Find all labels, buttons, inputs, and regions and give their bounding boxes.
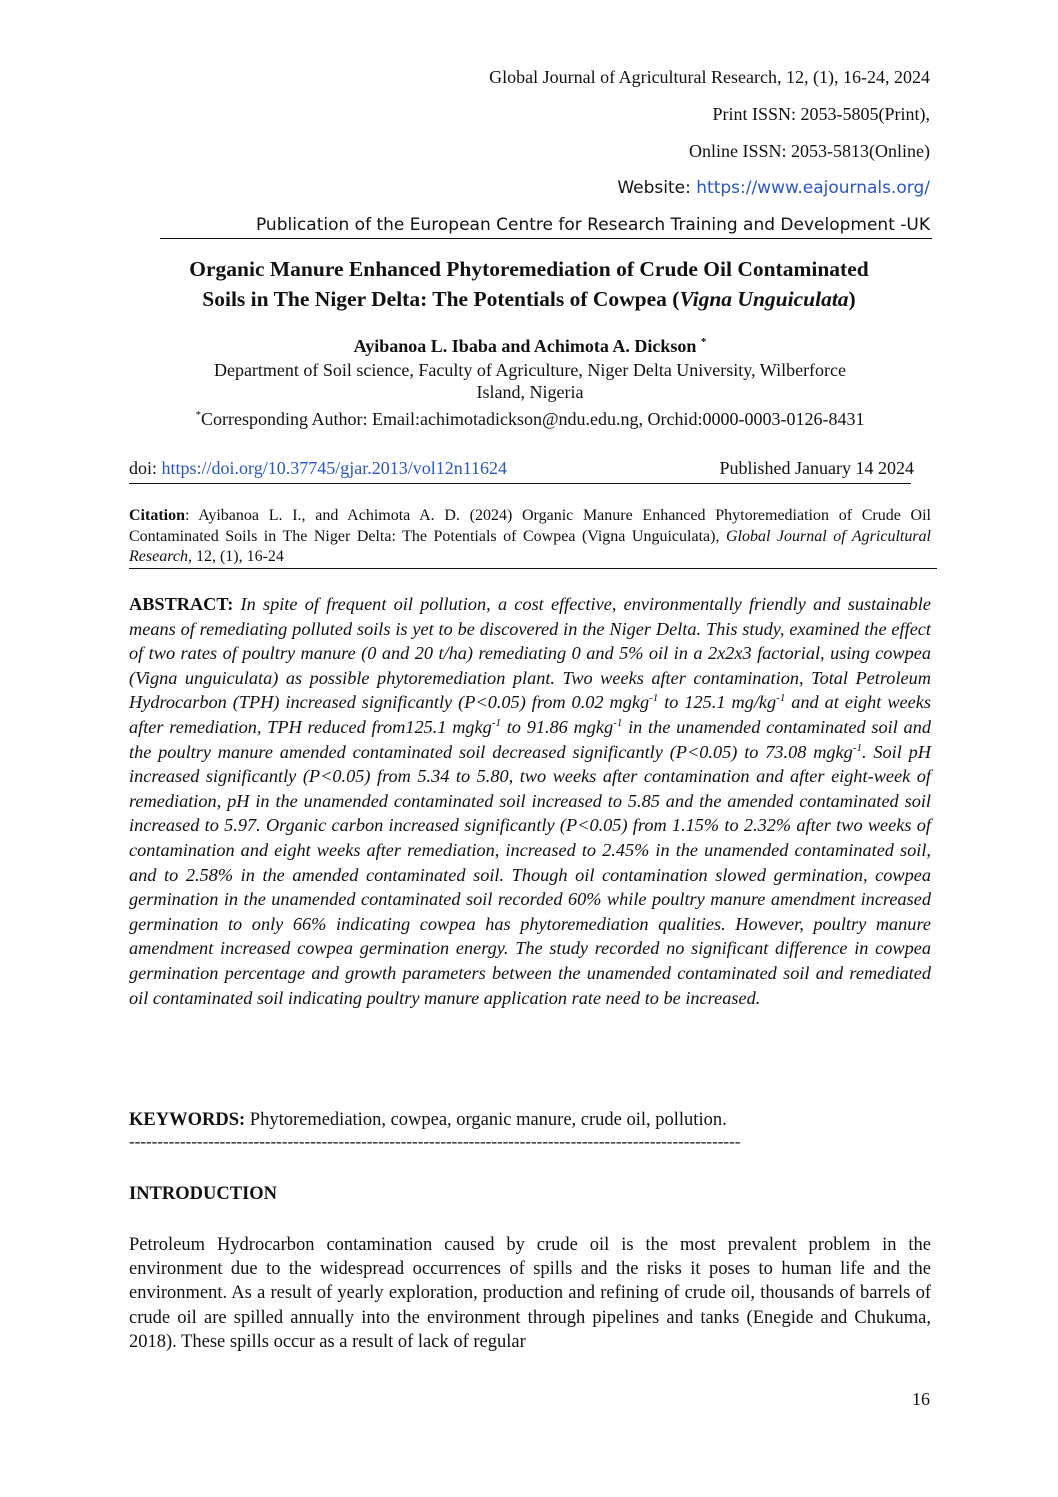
- corresponding-mark: *: [195, 409, 201, 421]
- affiliation-line-1: Department of Soil science, Faculty of Agriculture, Niger Delta University, Wilberforce: [213, 360, 847, 380]
- online-issn: Online ISSN: 2053-5813(Online): [689, 141, 930, 161]
- abstract-superscript: -1: [852, 741, 862, 754]
- abstract-superscript: -1: [613, 716, 623, 729]
- title-species: Vigna Unguiculata: [679, 287, 849, 311]
- website-label: Website:: [617, 178, 697, 198]
- title-line-2-text: Soils in The Niger Delta: The Potentials of Cowpea (: [202, 287, 680, 311]
- page-number: 16: [912, 1389, 930, 1409]
- doi-label: doi:: [129, 458, 162, 478]
- citation-label: Citation: [129, 507, 185, 524]
- title-line-2-close: ): [848, 287, 856, 311]
- title-line-2: [100, 284, 958, 314]
- abstract-part: and at eight weeks after remediation, TPH reduced from125.1 mgkg: [129, 692, 931, 737]
- introduction-heading: INTRODUCTION: [129, 1184, 278, 1204]
- citation: [129, 506, 931, 568]
- print-issn: Print ISSN: 2053-5805(Print),: [712, 104, 930, 124]
- citation-rule: [129, 568, 937, 569]
- website-line: [617, 177, 930, 199]
- keywords-text: Phytoremediation, cowpea, organic manure, crude oil, pollution.: [245, 1110, 727, 1130]
- citation-text: : Ayibanoa L. I., and Achimota A. D. (2024) Organic Manure Enhanced Phytoremediation of Crude Oil Contaminated Soils in The Niger Delta: The Potentials of Cowpea (Vigna Unguiculata),: [129, 507, 931, 545]
- keywords: [129, 1109, 727, 1131]
- publisher-line: Publication of the European Centre for Research Training and Development -UK: [255, 215, 930, 235]
- doi-link[interactable]: https://doi.org/10.37745/gjar.2013/vol12n11624: [161, 458, 508, 478]
- website-link[interactable]: https://www.eajournals.org/: [696, 178, 930, 198]
- affiliation-line-2: Island, Nigeria: [476, 382, 584, 402]
- corresponding-text: Corresponding Author: Email:achimotadickson@ndu.edu.ng, Orchid:0000-0003-0126-8431: [201, 409, 865, 429]
- abstract-label: ABSTRACT:: [129, 594, 234, 614]
- abstract-part: to 91.86 mgkg: [500, 716, 614, 737]
- abstract-part: in the unamended contaminated soil and the poultry manure amended contaminated soil decreased significantly (P<0.05) to 73.08 mgkg: [129, 716, 931, 762]
- abstract-superscript: -1: [491, 716, 501, 729]
- dashed-separator: ------------------------------------------------------------------------------------------------------------: [129, 1132, 741, 1151]
- abstract-text: [129, 594, 931, 1008]
- introduction-text: Petroleum Hydrocarbon contamination caused by crude oil is the most prevalent problem in the environment due to the widespread occurrences of spills and the risks it poses to human life and the environment. As a result of yearly exploration, production and refining of crude oil, thousands of barrels of crude oil are spilled annually into the environment through pipelines and tanks (Enegide and Chukuma, 2018). These spills occur as a result of lack of regular: [129, 1235, 931, 1352]
- abstract-part: In spite of frequent oil pollution, a cost effective, environmentally friendly and sustainable means of remediating polluted soils is yet to be discovered in the Niger Delta. This study, examined the effect of two rates of poultry manure (0 and 20 t/ha) remediating 0 and 5% oil in a 2x2x3 factorial, using cowpea (Vigna unguiculata) as possible phytoremediation plant. Two weeks after contamination, Total Petroleum Hydrocarbon (TPH) increased significantly (P<0.05) from 0.02 mgkg: [129, 594, 931, 713]
- authors: [130, 335, 930, 357]
- abstract: [129, 592, 931, 1010]
- doi-line: [129, 457, 507, 479]
- abstract-part: to 125.1 mg/kg: [658, 692, 777, 713]
- title-line-1: Organic Manure Enhanced Phytoremediation of Crude Oil Contaminated: [189, 257, 869, 281]
- citation-journal: Global Journal of Agricultural Research,: [129, 527, 931, 565]
- article-title: [100, 254, 958, 314]
- corresponding-author: [118, 408, 942, 430]
- keywords-label: KEYWORDS:: [129, 1110, 246, 1130]
- citation-tail: 12, (1), 16-24: [191, 548, 284, 565]
- published-date: Published January 14 2024: [719, 458, 914, 478]
- affiliation: [130, 359, 930, 403]
- doi-rule: [129, 483, 911, 484]
- abstract-superscript: -1: [649, 692, 659, 705]
- authors-text: Ayibanoa L. Ibaba and Achimota A. Dickson: [353, 336, 697, 356]
- journal-line: Global Journal of Agricultural Research, 12, (1), 16-24, 2024: [489, 67, 930, 87]
- header-rule: [160, 238, 932, 239]
- abstract-part: . Soil pH increased significantly (P<0.05) from 5.34 to 5.80, two weeks after contamination and after eight-week of remediation, pH in the unamended contaminated soil increased to 5.85 and the amended contaminated soil increased to 5.97. Organic carbon increased significantly (P<0.05) from 1.15% to 2.32% after two weeks of contamination and eight weeks after remediation, increased to 2.45% in the unamended contaminated soil, and to 2.58% in the amended contaminated soil. Though oil contamination slowed germination, cowpea germination in the unamended contaminated soil recorded 60% while poultry manure amendment increased germination to only 66% indicating cowpea has phytoremediation qualities. However, poultry manure amendment increased cowpea germination energy. The study recorded no significant difference in cowpea germination percentage and growth parameters between the unamended contaminated soil and remediated oil contaminated soil indicating poultry manure application rate need to be increased.: [129, 741, 931, 1008]
- abstract-superscript: -1: [776, 692, 786, 705]
- authors-mark: *: [700, 336, 707, 348]
